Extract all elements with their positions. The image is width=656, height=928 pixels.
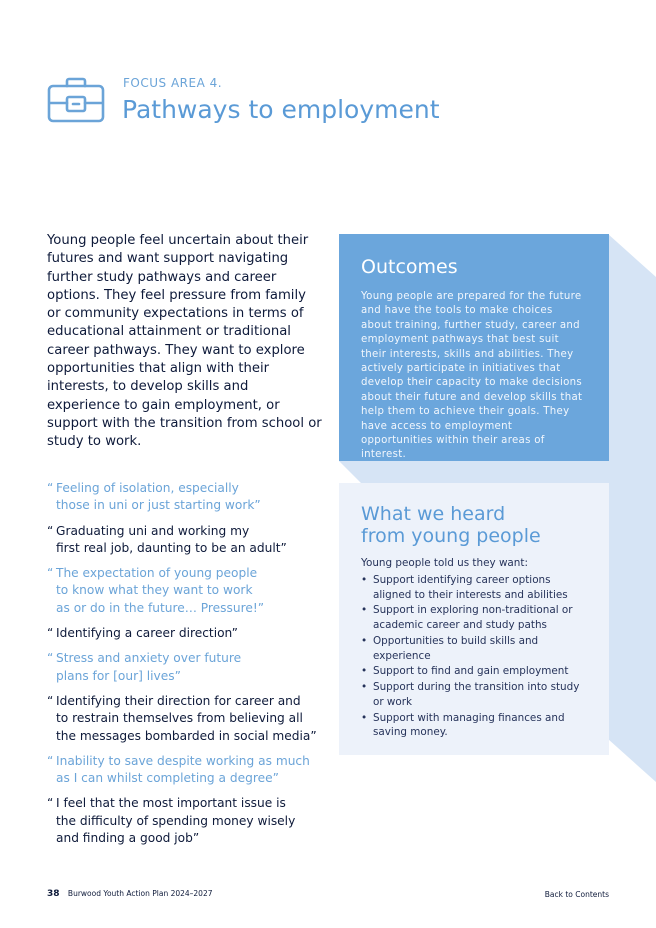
back-to-contents-link[interactable]: Back to Contents [544,890,609,899]
intro-paragraph: Young people feel uncertain about their futures and want support navigating further study pathways and career options. They feel pressure from family or community expectations in terms of educational attainment or traditional career pathways. They want to explore opportunities that align with their interests, to develop skills and experience to gain employment, or support with the transition from school or study to work. [47,233,322,450]
quote-mark: “ [47,523,54,538]
list-item: • Opportunities to build skills and experience [361,634,587,663]
heading-line-1: What we heard [361,503,506,525]
list-item: • Support to find and gain employment [361,664,587,679]
what-we-heard-panel [339,483,609,755]
quotes-list [47,480,337,855]
quote-mark: “ [47,481,54,495]
quote-mark: “ [47,626,54,641]
list-item: • Support during the transition into study or work [361,680,587,709]
quote-text: Identifying their direction for career and to restrain themselves from believing all the messages bombarded in social media” [56,693,317,743]
quote-mark: “ [47,566,54,581]
list-item: • Support identifying career options aligned to their interests and abilities [361,573,587,602]
outcomes-text: Young people are prepared for the future and have the tools to make choices about training, further study, career and employment pathways that best suit their interests, skills and abilities. They actively participate in initiatives that develop their capacity to make decisions about their future and develop skills that help them to achieve their goals. They have access to employment opportunities within their areas of interest. [361,291,583,461]
quote-item [47,480,337,515]
outcomes-tail-decoration [339,461,609,483]
quote-text: I feel that the most important issue is the difficulty of spending money wisely and finding a good job” [56,796,296,846]
page-number: 38 [47,889,60,899]
quote-mark: “ [47,651,54,666]
page-title: Pathways to employment [122,95,440,124]
heading-line-2: from young people [361,525,541,547]
list-item: • Support with managing finances and saving money. [361,711,587,740]
quote-text: Graduating uni and working my first real job, daunting to be an adult” [56,523,287,555]
quote-mark: “ [47,693,54,708]
focus-area-label: FOCUS AREA 4. [123,76,223,90]
quote-text: The expectation of young people to know what they want to work as or do in the future… Pressure!” [56,566,265,615]
outcomes-shadow-decoration [608,234,656,782]
quote-text: Identifying a career direction” [56,626,238,641]
list-item: • Support in exploring non-traditional or academic career and study paths [361,603,587,632]
footer [47,889,213,899]
heard-lead-text: Young people told us they want: [361,557,528,569]
quote-item [47,795,337,847]
quote-item [47,523,337,558]
outcomes-heading: Outcomes [361,256,458,278]
quote-text: Inability to save despite working as much as I can whilst completing a degree” [56,753,310,786]
quote-text: Feeling of isolation, especially those in uni or just starting work” [56,481,261,513]
document-title: Burwood Youth Action Plan 2024–2027 [67,889,213,898]
quote-text: Stress and anxiety over future plans for [our] lives” [56,651,242,683]
quote-item [47,650,337,685]
quote-mark: “ [47,753,54,768]
quote-item [47,565,337,617]
briefcase-icon [47,76,105,124]
heard-list [361,573,587,740]
outcomes-panel [339,234,609,461]
quote-item [47,693,337,745]
quote-item [47,625,337,642]
what-we-heard-heading [361,503,587,547]
quote-item [47,753,337,788]
quote-mark: “ [47,796,54,811]
